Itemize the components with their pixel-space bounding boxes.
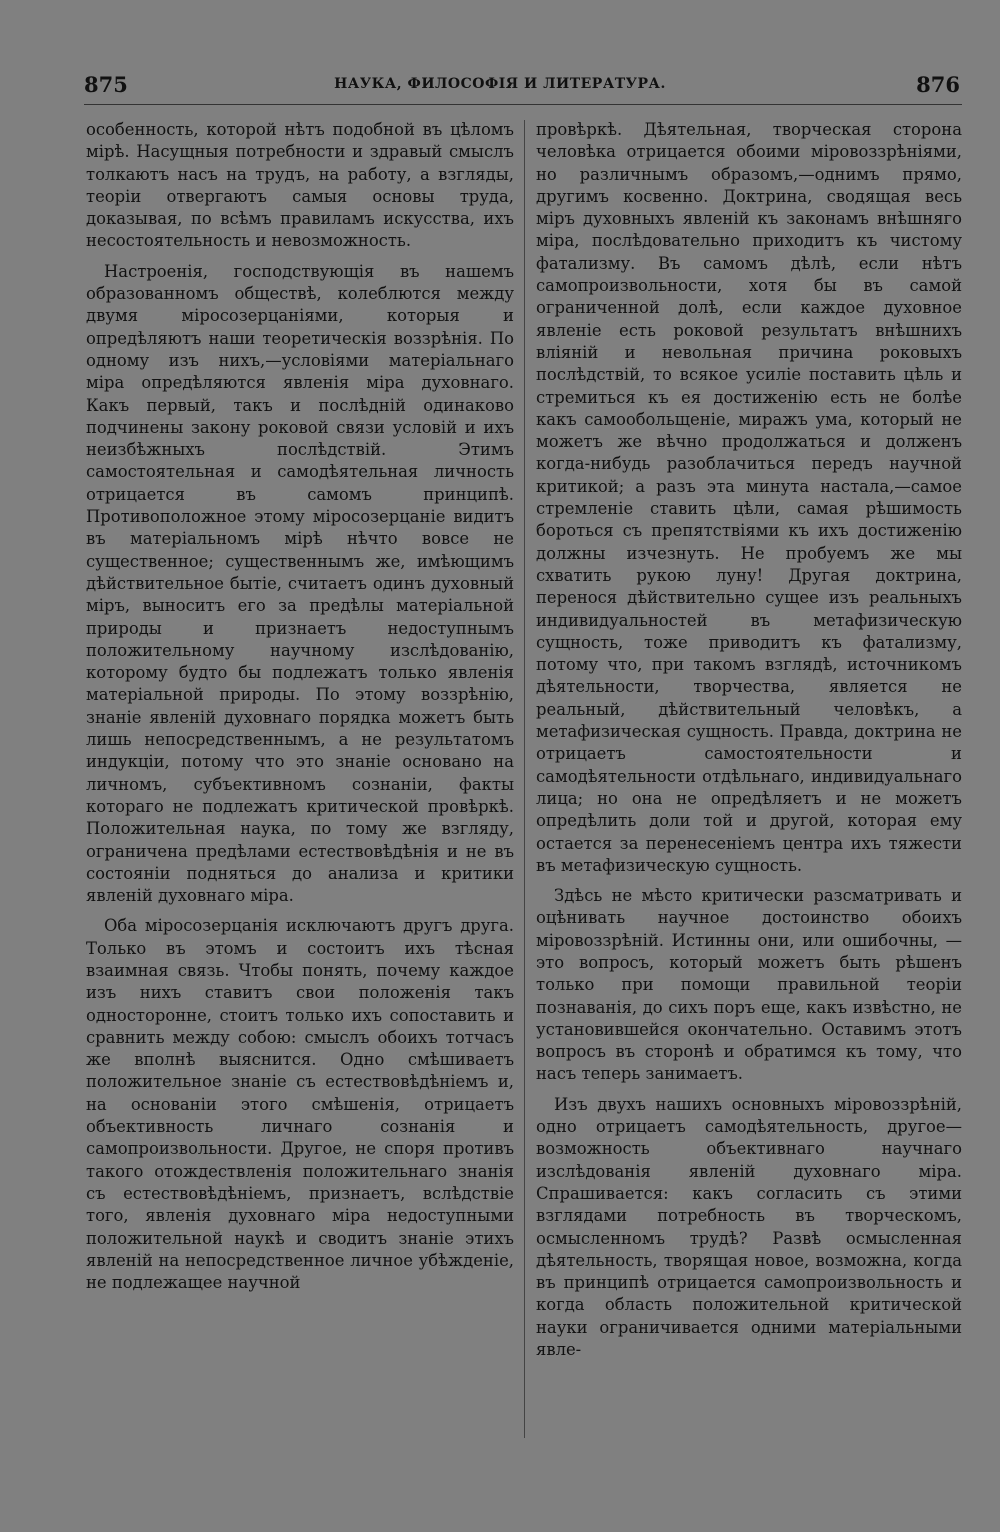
left-column [86, 119, 514, 1294]
column-divider [524, 120, 525, 1438]
right-column [536, 119, 962, 1361]
left-paragraph-3: Оба міросозерцанія исключаютъ другъ друга. Только въ этомъ и состоитъ ихъ тѣсная взаимная связь. Чтобы понять, почему каждое изъ нихъ ставитъ свои положенія такъ односторонне, стоитъ только ихъ сопоставить и сравнить между собою: смыслъ обоихъ тотчасъ же вполнѣ выяснится. Одно смѣшиваетъ положительное знаніе съ естествовѣдѣніемъ и, на основаніи этого смѣшенія, отрицаетъ объективность личнаго сознанія и самопроизвольности. Другое, не споря противъ такого отождествленія положительнаго знанія съ естествовѣдѣніемъ, признаетъ, вслѣдствіе того, явленія духовнаго міра недоступными положительной наукѣ и сводитъ знаніе этихъ явленій на непосредственное личное убѣжденіе, не подлежащее научной [86, 916, 514, 1293]
left-paragraph-2: Настроенія, господствующія въ нашемъ образованномъ обществѣ, колеблются между двумя міросозерцаніями, которыя и опредѣляютъ наши теоретическія воззрѣнія. По одному изъ нихъ,—условіями матеріальнаго міра опредѣляются явленія міра духовнаго. Какъ первый, такъ и послѣдній одинаково подчинены закону роковой связи условій и ихъ неизбѣжныхъ послѣдствій. Этимъ самостоятельная и самодѣятельная личность отрицается въ самомъ принципѣ. Противоположное этому міросозерцаніе видитъ въ матеріальномъ мірѣ нѣчто вовсе не существенное; существеннымъ же, имѣющимъ дѣйствительное бытіе, считаетъ одинъ духовный міръ, выноситъ его за предѣлы матеріальной природы и признаетъ недоступнымъ положительному научному изслѣдованію, которому будто бы подлежатъ только явленія матеріальной природы. По этому воззрѣнію, знаніе явленій духовнаго порядка можетъ быть лишь непосредственнымъ, а не результатомъ индукціи, потому что это знаніе основано на личномъ, субъективномъ сознаніи, факты котораго не подлежатъ критической провѣркѣ. Положительная наука, по тому же взгляду, ограничена предѣлами естествовѣдѣнія и не въ состояніи подняться до анализа и критики явленій духовнаго міра. [86, 261, 514, 906]
page-number-left: 875 [84, 72, 128, 97]
header-rule [84, 104, 962, 105]
right-paragraph-2: Здѣсь не мѣсто критически разсматривать и оцѣнивать научное достоинство обоихъ міровоззрѣній. Истинны они, или ошибочны, —это вопросъ, который можетъ быть рѣшенъ только при помощи правильной теоріи познаванія, до сихъ поръ еще, какъ извѣстно, не установившейся окончательно. Оставимъ этотъ вопросъ въ сторонѣ и обратимся къ тому, что насъ теперь занимаетъ. [536, 886, 962, 1084]
right-paragraph-3: Изъ двухъ нашихъ основныхъ міровоззрѣній, одно отрицаетъ самодѣятельность, другое—возможность объективнаго научнаго изслѣдованія явленій духовнаго міра. Спрашивается: какъ согласить съ этими взглядами потребность въ творческомъ, осмысленномъ трудѣ? Развѣ осмысленная дѣятельность, творящая новое, возможна, когда въ принципѣ отрицается самопроизвольность и когда область положительной критической науки ограничивается одними матеріальными явле- [536, 1094, 962, 1360]
right-paragraph-1: провѣркѣ. Дѣятельная, творческая сторона человѣка отрицается обоими міровоззрѣніями, но различнымъ образомъ,—однимъ прямо, другимъ косвенно. Доктрина, сводящая весь міръ духовныхъ явленій къ законамъ внѣшняго міра, послѣдовательно приходитъ къ чистому фатализму. Въ самомъ дѣлѣ, если нѣтъ самопроизвольности, хотя бы въ самой ограниченной долѣ, если каждое духовное явленіе есть роковой результатъ внѣшнихъ вліяній и невольная причина роковыхъ послѣдствій, то всякое усиліе поставить цѣль и стремиться къ ея достиженію есть не болѣе какъ самообольщеніе, миражъ ума, который не можетъ же вѣчно продолжаться и долженъ когда-нибудь разоблачиться передъ научной критикой; а разъ эта минута настала,—самое стремленіе ставить цѣли, самая рѣшимость бороться съ препятствіями къ ихъ достиженію должны изчезнуть. Не пробуемъ же мы схватить рукою луну! Другая доктрина, перенося дѣйствительно сущее изъ реальныхъ индивидуальностей въ метафизическую сущность, тоже приводитъ къ фатализму, потому что, при такомъ взглядѣ, источникомъ дѣятельности, творчества, является не реальный, дѣйствительный человѣкъ, а метафизическая сущность. Правда, доктрина не отрицаетъ самостоятельности и самодѣятельности отдѣльнаго, индивидуальнаго лица; но она не опредѣляетъ и не можетъ опредѣлить доли той и другой, которая ему остается за перенесеніемъ центра ихъ тяжести въ метафизическую сущность. [536, 120, 962, 875]
running-title: НАУКА, ФИЛОСОФІЯ И ЛИТЕРАТУРА. [334, 76, 666, 92]
left-paragraph-1: особенность, которой нѣтъ подобной въ цѣломъ мірѣ. Насущныя потребности и здравый смыслъ толкаютъ насъ на трудъ, на работу, а взгляды, теоріи отвергаютъ самыя основы труда, доказывая, по всѣмъ правиламъ искусства, ихъ несостоятельность и невозможность. [86, 120, 514, 251]
page-number-right: 876 [916, 72, 960, 97]
